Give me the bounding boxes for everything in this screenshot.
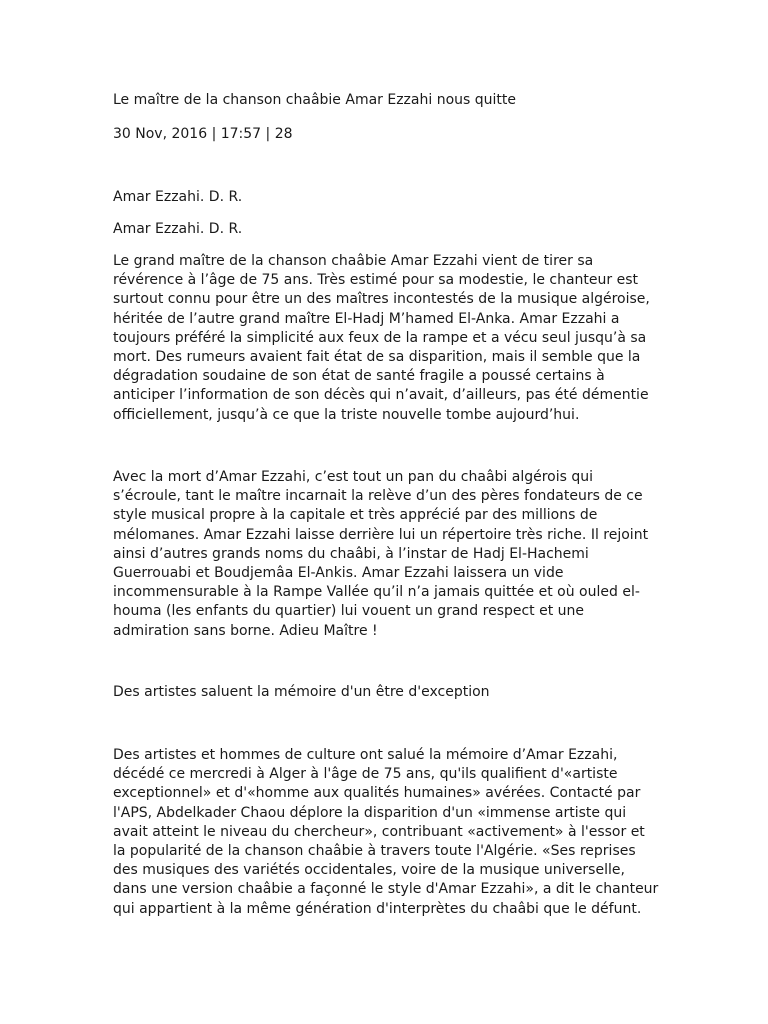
body-paragraph: Des artistes et hommes de culture ont salué la mémoire d’Amar Ezzahi, décédé ce mercredi à Alger à l'âge de 75 ans, qu'ils qualifient d'«artiste exceptionnel» et d'«homme aux qualités humaines» avérées. Contacté par l'APS, Abdelkader Chaou déplore la disparition d'un «immense artiste qui avait atteint le niveau du chercheur», contribuant «activement» à l'essor et la popularité de la chanson chaâbie à travers toute l'Algérie. «Ses reprises des musiques des variétés occidentales, voire de la musique universelle, dans une version chaâbie a façonné le style d'Amar Ezzahi», a dit le chanteur qui appartient à la même génération d'interprètes du chaâbi que le défunt. <box>113 747 659 917</box>
paragraph-block <box>113 252 659 425</box>
paragraph-block <box>113 468 659 641</box>
image-caption: Amar Ezzahi. D. R. <box>113 221 243 237</box>
article-meta: 30 Nov, 2016 | 17:57 | 28 <box>113 126 293 142</box>
body-paragraph: Le grand maître de la chanson chaâbie Amar Ezzahi vient de tirer sa révérence à l’âge de 75 ans. Très estimé pour sa modestie, le chanteur est surtout connu pour être un des maîtres incontestés de la musique algéroise, héritée de l’autre grand maître El-Hadj M’hamed El-Anka. Amar Ezzahi a toujours préféré la simplicité aux feux de la rampe et a vécu seul jusqu’à sa mort. Des rumeurs avaient fait état de sa disparition, mais il semble que la dégradation soudaine de son état de santé fragile a poussé certains à anticiper l’information de son décès qui n’avait, d’ailleurs, pas été démentie officiellement, jusqu’à ce que la triste nouvelle tombe aujourd’hui. <box>113 253 650 423</box>
section-subheading: Des artistes saluent la mémoire d'un être d'exception <box>113 684 490 700</box>
image-caption: Amar Ezzahi. D. R. <box>113 189 243 205</box>
paragraph-block <box>113 746 659 919</box>
article-title: Le maître de la chanson chaâbie Amar Ezzahi nous quitte <box>113 92 516 108</box>
body-paragraph: Avec la mort d’Amar Ezzahi, c’est tout un pan du chaâbi algérois qui s’écroule, tant le maître incarnait la relève d’un des pères fondateurs de ce style musical propre à la capitale et très apprécié par des millions de mélomanes. Amar Ezzahi laisse derrière lui un répertoire très riche. Il rejoint ainsi d’autres grands noms du chaâbi, à l’instar de Hadj El-Hachemi Guerrouabi et Boudjemâa El-Ankis. Amar Ezzahi laissera un vide incommensurable à la Rampe Vallée qu’il n’a jamais quittée et où ouled el-houma (les enfants du quartier) lui vouent un grand respect et une admiration sans borne. Adieu Maître ! <box>113 469 649 639</box>
